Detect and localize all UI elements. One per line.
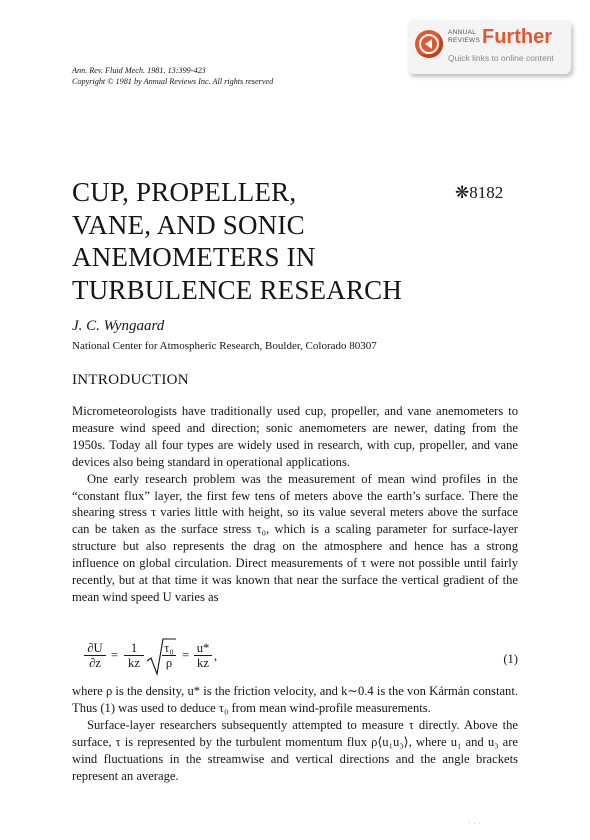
author-name: J. C. Wyngaard xyxy=(72,318,165,334)
eq-rhs-fraction xyxy=(194,641,212,670)
page-marker: ··· xyxy=(468,818,483,828)
badge-reviews-text: REVIEWS xyxy=(448,37,481,44)
further-badge[interactable] xyxy=(408,20,571,74)
title-line: VANE, AND SONIC xyxy=(72,209,305,240)
eq-comma: , xyxy=(214,649,218,663)
body-text-top xyxy=(72,403,518,606)
equation-number: (1) xyxy=(503,652,518,666)
citation-line: Ann. Rev. Fluid Mech. 1981. 13:399-423 xyxy=(72,66,206,75)
eq-equals: = xyxy=(111,648,119,662)
eq-mid-fraction xyxy=(124,641,144,670)
eq-equals: = xyxy=(182,648,190,662)
badge-annual-text: ANNUAL xyxy=(448,29,477,36)
eq-sqrt-num: τ₀ xyxy=(164,641,174,655)
journal-citation xyxy=(72,66,273,87)
badge-further-text[interactable]: Further xyxy=(482,26,552,48)
eq-rhs-num: u* xyxy=(196,641,210,655)
author-affiliation: National Center for Atmospheric Research, Boulder, Colorado 80307 xyxy=(72,340,377,352)
title-line: CUP, PROPELLER, xyxy=(72,177,297,207)
copyright-line: Copyright © 1981 by Annual Reviews Inc. All rights reserved xyxy=(72,76,274,86)
eq-sqrt-fraction xyxy=(162,641,176,670)
eq-mid-num: 1 xyxy=(130,641,138,655)
eq-lhs-den: ∂z xyxy=(84,655,106,670)
paragraph-3: where ρ is the density, u* is the friction velocity, and k∼0.4 is the von Kármán constant. Thus (1) was used to deduce τ₀ from mean wind-profile measurements. xyxy=(72,684,518,715)
paragraph-2: One early research problem was the measurement of mean wind profiles in the “constant flux” layer, the first few tens of meters above the earth’s surface. There the shearing stress τ varies little with height, so its value several meters above the surface can be taken as the surface stress τ₀, which is a scaling parameter for surface-layer structure but also represents the drag on the atmosphere and hence has a strong influence on global circulation. Direct measurements of τ were not possible until fairly recently, but at that time it was known that near the surface the vertical gradient of the mean wind speed U varies as xyxy=(72,471,518,604)
title-line: TURBULENCE RESEARCH xyxy=(72,274,403,305)
badge-subtitle: Quick links to online content xyxy=(448,53,554,63)
section-heading: INTRODUCTION xyxy=(72,372,189,388)
paragraph-1: Micrometeorologists have traditionally used cup, propeller, and vane anemometers to measure wind speed and direction; sonic anemometers are newer, dating from the 1950s. Today all four types are widely used in research, with cup, propeller, and vane devices also being standard in operational applications. xyxy=(72,404,518,469)
play-logo-icon xyxy=(415,30,443,58)
article-title xyxy=(72,176,402,306)
equation-1 xyxy=(84,641,518,677)
eq-mid-den: kz xyxy=(124,655,144,670)
body-text-bottom xyxy=(72,683,518,784)
eq-lhs-fraction xyxy=(84,641,106,670)
title-line: ANEMOMETERS IN xyxy=(72,242,316,272)
eq-sqrt-den: ρ xyxy=(162,655,176,670)
paragraph-4: Surface-layer researchers subsequently attempted to measure τ directly. Above the surface, τ is represented by the turbulent momentum flux ρ⟨u₁u₃⟩, where u₁ and u₃ are wind fluctuations in the streamwise and vertical directions and the angle brackets represent an average. xyxy=(72,717,518,783)
eq-lhs-num: ∂U xyxy=(87,641,103,655)
eq-rhs-den: kz xyxy=(194,655,212,670)
article-code: ❋8182 xyxy=(455,183,504,202)
